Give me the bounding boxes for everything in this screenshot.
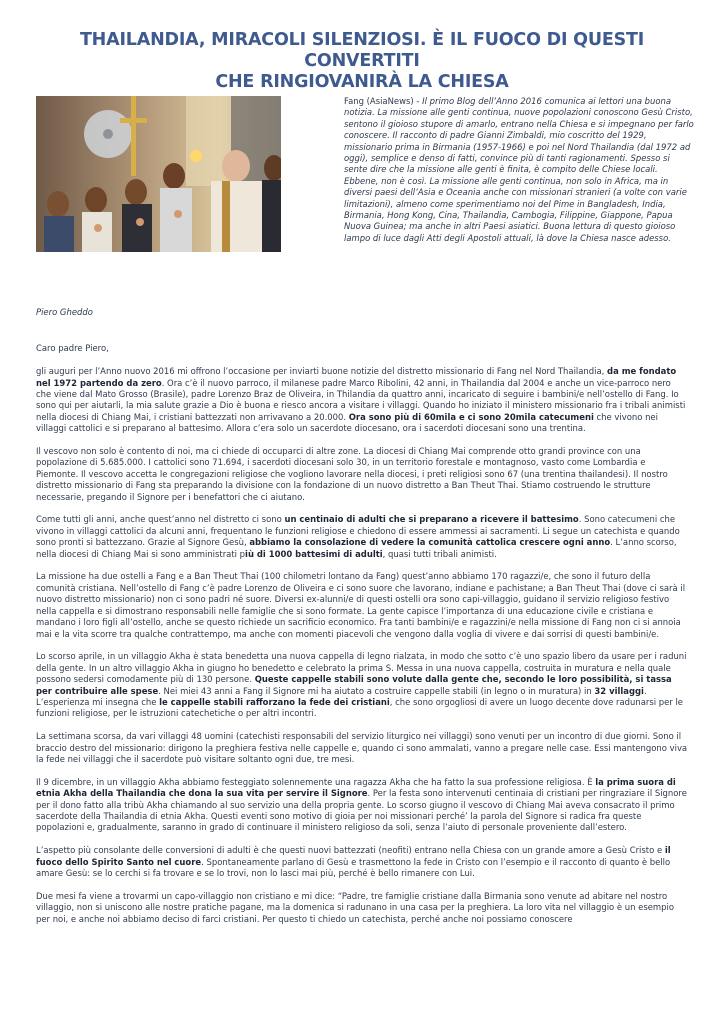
paragraph-4 [36, 571, 688, 639]
text-segment: Lo scorso aprile, in un villaggio Akha è stata benedetta una nuova cappella di legno rialzata, in modo che sotto c’è uno spazio libero da usare per i raduni della gente. In un altro villaggio Akha in giugno ho benedetto e celebrato la prima S. Messa in una nuova cappella, costruita in muratura e nella quale possono sedersi comodamente più di 130 persone. [36, 651, 687, 685]
bold-text: un centinaio di adulti che si preparano a ricevere il battesimo [284, 514, 579, 525]
greeting: Caro padre Piero, [36, 343, 109, 354]
text-segment: . Ora c’è il nuovo parroco, il milanese padre Marco Ribolini, 42 anni, in Thailandia dal 2004 e anche un vice-parroco nero che viene dal Mato Grosso (Brasile), padre Lorenzo Braz de Oliveira, in Thilandia da quattro anni, incaricato di seguire i bambini/e nell’ostello di Fang. Io sono qui per aiutarli, la mia salute grazie a Dio è buona e riesco ancora a visitare i villaggi. Quando ho iniziato il ministero missionario fra i tribali animisti nella diocesi di Chiang Mai, i cristiani battezzati non arrivavano a 20.000. [36, 377, 686, 422]
text-segment: La missione ha due ostelli a Fang e a Ban Theut Thai (100 chilometri lontano da Fang) quest’anno abbiamo 170 ragazzi/e, che sono il futuro della comunità cristiana. Nell’ostello di Fang c’è padre Lorenzo de Oliveira e ci sono suore che lavorano, indiane e pachistane; a Ban Theut Thai (dove ci sarà il nuovo distretto missionario) non ci sono padri né suore. Diversi ex-alunni/e di questi ostelli ora sono capi-villaggio, guidano il servizio religioso festivo nella cappella e si dimostrano responsabili nelle famiglie che si sono formate. La gente capisce l’importanza di una educazione civile e cristiana e mandano i loro figli all’ostello, anche se questo richiede un sacrificio economico. Fra tanti bambini/e e ragazzini/e nella missione di Fang non ci si annoia mai e la vita scorre tra qualche contrattempo, ma anche con momenti piacevoli che vengono dalla voglia di vivere e dai sorrisi di questi bambini/e. [36, 571, 686, 639]
photo-illustration [36, 96, 281, 252]
text-segment: . L’esperienza mi insegna che [36, 685, 647, 707]
bold-text: da me fondato nel 1972 partendo da zero [36, 366, 677, 388]
paragraph-list [36, 366, 688, 925]
bold-text: le cappelle stabili rafforzano la fede dei cristiani [159, 696, 390, 707]
paragraph-7 [36, 777, 688, 834]
text-segment: Il 9 dicembre, in un villaggio Akha abbiamo festeggiato solennemente una ragazza Akha che ha fatto la sua professione religiosa. È [36, 776, 596, 787]
paragraph-9 [36, 891, 688, 925]
paragraph-2 [36, 446, 688, 503]
text-segment: . L’anno scorso, nella diocesi di Chiang Mai si sono amministrati p [36, 537, 677, 559]
bold-text: iù di 1000 battesimi di adulti [245, 548, 383, 559]
article-body [36, 307, 688, 936]
text-segment: Come tutti gli anni, anche quest’anno nel distretto ci sono [36, 514, 285, 525]
text-segment: . Per la festa sono intervenuti centinaia di cristiani per ringraziare il Signore per il dono fatto alla tribù Akha chiamando al suo servizio una della propria gente. Lo scorso giugno il vescovo di Chiang Mai aveva consacrato il primo sacerdote della Thailandia di etnia Akha. Questi eventi sono motivo di gioia per noi missionari perché’ la parola del Signore si radica fra queste popolazioni e, gradualmente, saranno in grado di continuare il ministero religioso da soli, senza l’aiuto di personale proveniente dall’estero. [36, 788, 687, 833]
article-intro [344, 96, 694, 244]
paragraph-1 [36, 366, 688, 434]
paragraph-8 [36, 845, 688, 879]
title-line-2: CHE RINGIOVANIRÀ LA CHIESA [215, 72, 509, 92]
text-segment: Due mesi fa viene a trovarmi un capo-villaggio non cristiano e mi dice: “Padre, tre famiglie cristiane dalla Birmania sono venute ad abitare nel nostro villaggio, non si uniscono alle nostre pratiche pagane, ma la domenica si radunano in una casa per la preghiera. La loro vita nel villaggio è un esempio per noi, e anche noi abbiamo deciso di farci cristiani. Per questo ti chiedo un catechista, perché anche noi possiamo conoscere [36, 890, 674, 924]
text-segment: . Sono catecumeni che vivono in villaggi cattolici da alcuni anni, frequentano le funzioni religiose e chiedono di essere ammessi ai sacramenti. Li segue un catechista e quando sono pronti si battezzano. Grazie al Signore Gesù, [36, 514, 680, 548]
text-segment: La settimana scorsa, da vari villaggi 48 uomini (catechisti responsabili del servizio liturgico nei villaggi) sono venuti per un incontro di due giorni. Sono il braccio destro del missionario: dirigono la preghiera festiva nelle cappelle e, quando ci sono ammalati, vanno a pregare nelle case. Essi mantengono viva la fede nei villaggi che il sacerdote può visitare soltanto ogni due, tre mesi. [36, 731, 688, 764]
bold-text: abbiamo la consolazione di vedere la comunità cattolica crescere ogni anno [249, 537, 611, 548]
paragraph-6 [36, 731, 688, 765]
text-segment: che vivono nei villaggi cattolici e si preparano al battesimo. Allora c’era solo un sacerdote diocesano, ora i sacerdoti diocesani sono una trentina. [36, 411, 658, 434]
intro-source: Fang (AsiaNews) - [344, 96, 423, 106]
bold-text: la prima suora di etnia Akha della Thailandia che dona la sua vita per servire il Signore [36, 776, 676, 799]
title-line-1: THAILANDIA, MIRACOLI SILENZIOSI. È IL FUOCO DI QUESTI CONVERTITI [79, 30, 645, 71]
bold-text: Queste cappelle stabili sono volute dalla gente che, secondo le loro possibilità, si tassa per contribuire alle spese [36, 674, 672, 696]
text-segment: gli auguri per l’Anno nuovo 2016 mi offrono l’occasione per inviarti buone notizie del distretto missionario di Fang nel Nord Thailandia, [36, 366, 608, 377]
bold-text: 32 villaggi [594, 685, 644, 696]
bold-text: Ora sono più di 60mila e ci sono 20mila catecumeni [348, 411, 594, 422]
text-segment: . Spontaneamente parlano di Gesù e trasmettono la fede in Cristo con l’esempio e il racconto di quanto è bello amare Gesù: se lo cerchi si fa trovare e se lo trovi, non lo lasci mai più, perché è bello rimanere con Lui. [36, 856, 671, 878]
text-segment: L’aspetto più consolante delle conversioni di adulti è che questi nuovi battezzati (neofiti) entrano nella Chiesa con un grande amore a Gesù Cristo e [36, 845, 665, 856]
text-segment: Il vescovo non solo è contento di noi, ma ci chiede di occuparci di altre zone. La diocesi di Chiang Mai comprende otto grandi province con una popolazione di 5.685.000. I cattolici sono 71.694, i sacerdoti diocesani solo 30, in un territorio forestale e montagnoso, vasto come Lombardia e Piemonte. Il vescovo accetta le congregazioni religiose che vogliono lavorare nella diocesi, i preti religiosi sono 67 (una trentina thailandesi). Il nostro distretto missionario di Fang sta preparando la divisione con la fondazione di un nuovo distretto a Ban Theut Thai. Stiamo costruendo le strutture necessarie, pregando il Signore per i benefattori che ci aiutano. [36, 446, 668, 502]
bold-text: il fuoco dello Spirito Santo nel cuore [36, 845, 671, 867]
article-title [30, 30, 694, 93]
article-photo [36, 96, 281, 252]
text-segment: . Nei miei 43 anni a Fang il Signore mi ha aiutato a costruire cappelle stabili (in legno o in muratura) in [158, 685, 595, 696]
intro-text: Il primo Blog dell’Anno 2016 comunica ai lettori una buona notizia. La missione alle genti continua, nuove popolazioni conoscono Gesù Cristo, sentono il gioioso stupore di amarlo, entrano nella Chiesa e si impegnano per farlo conoscere. Il racconto di padre Gianni Zimbaldi, mio coscritto del 1929, missionario prima in Birmania (1957-1966) e poi nel Nord Thailandia (dal 1972 ad oggi), semplice e denso di fatti, convince più di tanti ragionamenti. Spesso si sente dire che la missione alle genti è finita, è compito delle Chiese locali. Ebbene, non è così. La missione alle genti continua, non solo in Africa, ma in diversi paesi dell’Asia e Oceania anche con missionari stranieri (a volte con varie limitazioni), almeno come sperimentiamo noi del Pime in Bangladesh, India, Birmania, Hong Kong, Cina, Thailandia, Cambogia, Filippine, Giappone, Papua Nuova Guinea; ma anche in altri Paesi asiatici. Buona lettura di questo gioioso lampo di luce dagli Atti degli Apostoli attuali, là dove la Chiesa nasce adesso. [344, 96, 694, 243]
text-segment: , quasi tutti tribali animisti. [382, 548, 497, 559]
author-name: Piero Gheddo [36, 307, 93, 317]
paragraph-5 [36, 651, 688, 719]
paragraph-3 [36, 514, 688, 560]
text-segment: , che sono orgogliosi di avere un luogo decente dove radunarsi per le funzioni religiose, per le istruzioni catechetiche o per altri incontri. [36, 696, 683, 719]
